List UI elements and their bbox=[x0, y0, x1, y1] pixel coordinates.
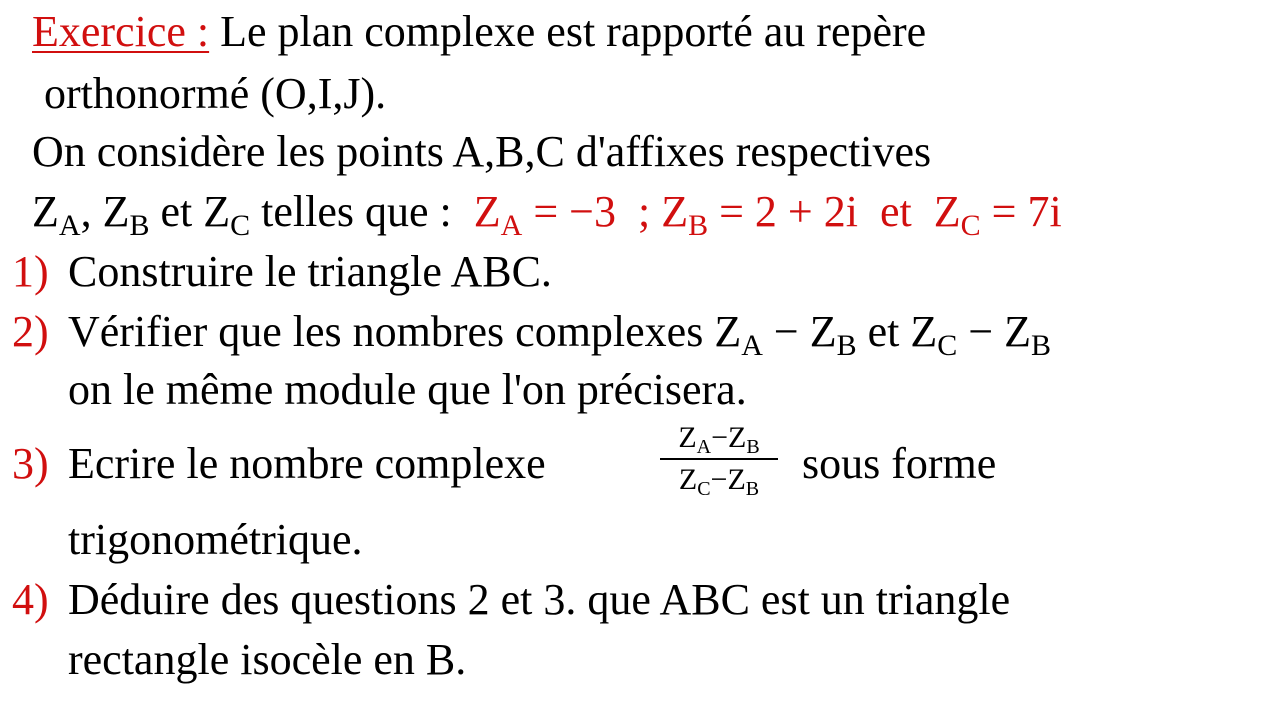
affix-equations bbox=[463, 187, 1062, 242]
question-number-4: 4) bbox=[12, 575, 49, 624]
sub-c: C bbox=[960, 209, 981, 242]
intro-line-2 bbox=[44, 68, 386, 120]
eq-a-value: = −3 bbox=[533, 187, 616, 236]
z-symbol: Z bbox=[661, 187, 689, 236]
question-3-text-after: sous forme bbox=[802, 439, 997, 488]
question-3-text: Ecrire le nombre complexe bbox=[68, 439, 546, 488]
z-symbol: Z bbox=[910, 307, 938, 356]
z-symbol: Z bbox=[473, 187, 501, 236]
z-symbol: Z bbox=[678, 421, 697, 454]
question-2-text: Vérifier que les nombres complexes bbox=[68, 307, 704, 356]
question-1-line-1 bbox=[68, 246, 552, 298]
minus-sign: − bbox=[710, 463, 728, 496]
intro-text-1: Le plan complexe est rapporté au repère bbox=[220, 7, 927, 56]
and-word: et bbox=[160, 187, 193, 236]
sub-b: B bbox=[746, 436, 760, 458]
question-3-line-2 bbox=[68, 514, 363, 566]
intro-text-3: On considère les points A,B,C d'affixes respectives bbox=[32, 127, 932, 176]
and-word: et bbox=[867, 307, 900, 356]
sub-b: B bbox=[129, 209, 150, 242]
sub-a: A bbox=[500, 209, 523, 242]
z-symbol: Z bbox=[714, 307, 742, 356]
question-number-3: 3) bbox=[12, 439, 49, 488]
sub-b: B bbox=[745, 478, 760, 500]
sub-a: A bbox=[58, 209, 81, 242]
sub-c: C bbox=[937, 329, 958, 362]
z-symbol: Z bbox=[678, 463, 698, 496]
fraction-denominator bbox=[660, 460, 778, 498]
sub-c: C bbox=[697, 478, 711, 500]
z-symbol: Z bbox=[727, 463, 746, 496]
question-4-line-2 bbox=[68, 634, 466, 686]
question-3-text-2: trigonométrique. bbox=[68, 515, 363, 564]
question-2-line-2 bbox=[68, 364, 747, 416]
eq-b-value: = 2 + 2i bbox=[719, 187, 858, 236]
sub-b: B bbox=[688, 209, 709, 242]
question-2-line-1 bbox=[68, 306, 1052, 362]
z-symbol: Z bbox=[933, 187, 961, 236]
sub-b: B bbox=[1031, 329, 1052, 362]
sub-b: B bbox=[836, 329, 857, 362]
intro-text-2: orthonormé (O,I,J). bbox=[44, 69, 387, 118]
exercise-heading-line bbox=[32, 6, 926, 58]
question-3-line-1-after bbox=[802, 438, 996, 490]
question-1-text: Construire le triangle ABC. bbox=[68, 247, 552, 296]
z-symbol: Z bbox=[809, 307, 837, 356]
such-that: telles que : bbox=[261, 187, 452, 236]
question-number-2: 2) bbox=[12, 307, 49, 356]
question-number-1: 1) bbox=[12, 247, 49, 296]
sub-a: A bbox=[696, 436, 712, 458]
minus-sign: − bbox=[968, 307, 994, 356]
z-symbol: Z bbox=[1004, 307, 1032, 356]
fraction bbox=[660, 420, 778, 498]
z-symbol: Z bbox=[728, 421, 747, 454]
question-2-text-2: on le même module que l'on précisera. bbox=[68, 365, 747, 414]
question-4-text: Déduire des questions 2 et 3. que ABC est un triangle bbox=[68, 575, 1011, 624]
comma: , bbox=[80, 187, 92, 236]
fraction-numerator bbox=[660, 420, 778, 460]
intro-line-4 bbox=[32, 186, 1062, 242]
z-symbol: Z bbox=[32, 187, 59, 236]
question-3-line-1 bbox=[68, 438, 546, 490]
eq-and: et bbox=[879, 187, 912, 236]
question-4-text-2: rectangle isocèle en B. bbox=[68, 635, 467, 684]
z-symbol: Z bbox=[203, 187, 231, 236]
sub-a: A bbox=[741, 329, 763, 362]
minus-sign: − bbox=[711, 421, 729, 454]
separator: ; bbox=[637, 187, 651, 236]
eq-c-value: = 7i bbox=[991, 187, 1062, 236]
exercise-title: Exercice : bbox=[32, 7, 210, 56]
z-symbol: Z bbox=[102, 187, 130, 236]
intro-line-3 bbox=[32, 126, 931, 178]
sub-c: C bbox=[230, 209, 251, 242]
minus-sign: − bbox=[773, 307, 799, 356]
question-4-line-1 bbox=[68, 574, 1010, 626]
